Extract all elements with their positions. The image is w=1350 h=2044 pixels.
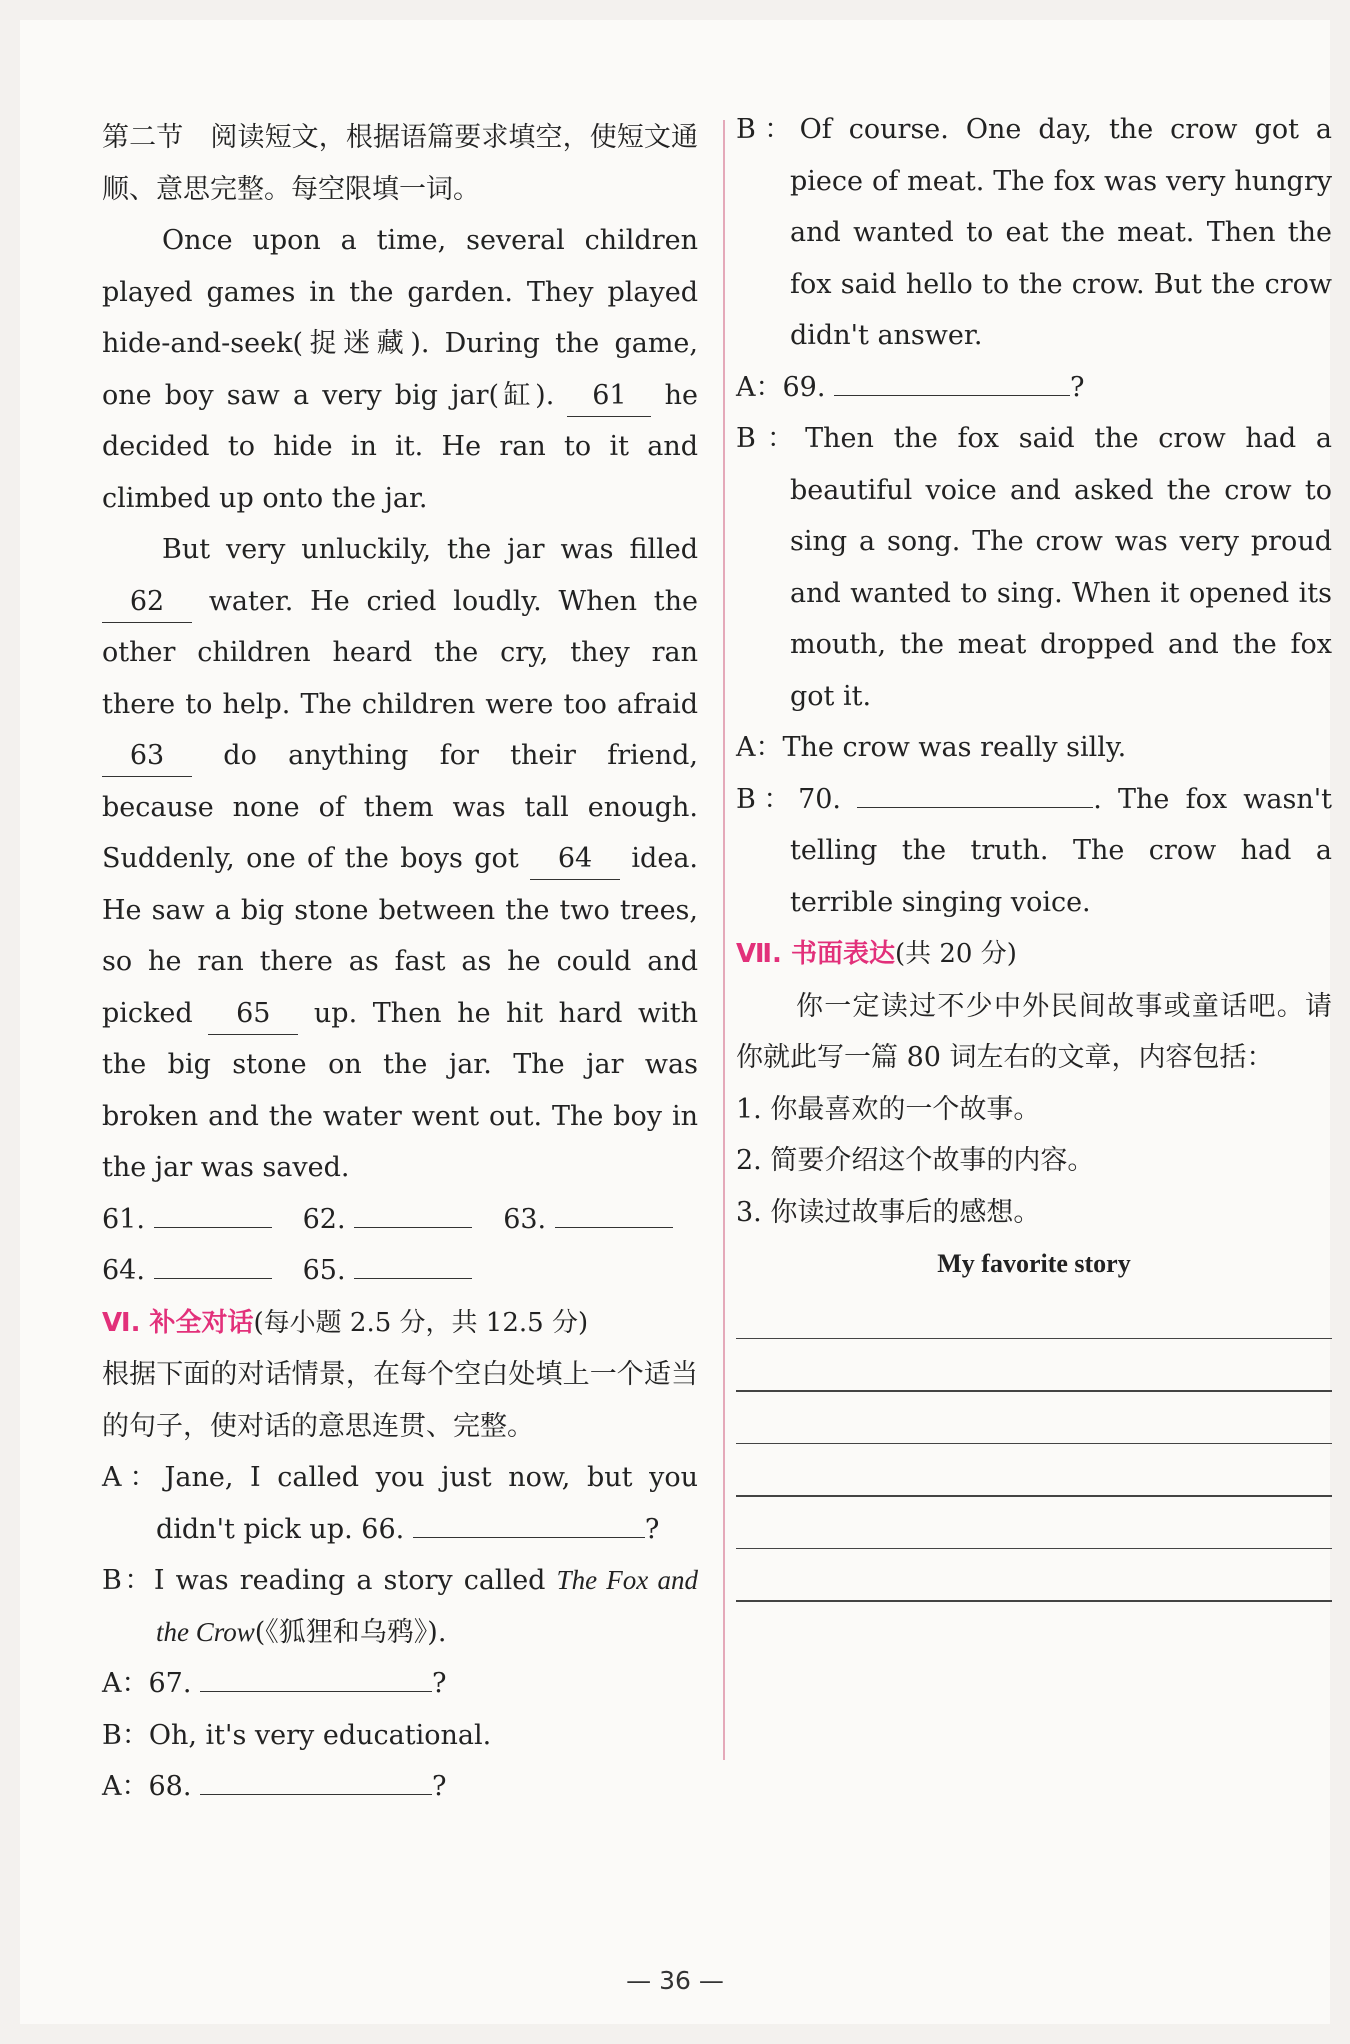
answer-line-61[interactable] xyxy=(154,1227,272,1228)
question-mark: ? xyxy=(644,1513,660,1545)
dialog-line-a3 xyxy=(102,1761,698,1813)
column-divider xyxy=(723,120,725,1760)
section7-item-2: 2. 简要介绍这个故事的内容。 xyxy=(736,1145,1095,1176)
question-mark: ? xyxy=(432,1668,447,1699)
writing-line[interactable] xyxy=(736,1548,1332,1550)
section7-intro: 你一定读过不少中外民间故事或童话吧。请你就此写一篇 80 词左右的文章，内容包括： xyxy=(736,990,1332,1073)
passage-text: idea. He saw a big stone between the two trees, so he ran there as fast as he could and picked xyxy=(102,843,698,1029)
dialog-text: Oh, it's very educational. xyxy=(148,1719,492,1751)
writing-line[interactable] xyxy=(736,1495,1332,1497)
speaker-a: A： xyxy=(102,1668,149,1699)
section6-heading-line xyxy=(102,1297,698,1350)
page-number-value: 36 xyxy=(659,1966,691,1995)
speaker-a: A： xyxy=(736,371,783,403)
right-column xyxy=(736,104,1332,1653)
answer-label-63: 63. xyxy=(503,1203,547,1235)
dialog-text: Jane, I called you just now, but you didn't pick up. 66. xyxy=(156,1462,698,1545)
dialog-line-a1 xyxy=(102,1452,698,1555)
question-mark: ? xyxy=(1070,371,1085,403)
writing-line[interactable] xyxy=(736,1600,1332,1602)
passage-text: But very unluckily, the jar was filled xyxy=(162,534,698,565)
writing-line[interactable] xyxy=(736,1443,1332,1445)
blank-61[interactable]: 61 xyxy=(567,376,651,417)
dialog-text: I was reading a story called xyxy=(153,1565,557,1596)
dialog-line-a2 xyxy=(102,1658,698,1710)
dialog-text: . The fox wasn't telling the truth. The crow had a terrible singing voice. xyxy=(790,783,1332,918)
answer-label-61: 61. xyxy=(102,1203,145,1235)
section7-item-1: 1. 你最喜欢的一个故事。 xyxy=(736,1093,1041,1125)
dialog-line-b4 xyxy=(736,413,1332,722)
blank-62[interactable]: 62 xyxy=(102,582,192,623)
answer-line-65[interactable] xyxy=(354,1278,472,1279)
answer-line-68[interactable] xyxy=(200,1794,432,1795)
writing-title: My favorite story xyxy=(937,1249,1131,1278)
blank-64[interactable]: 64 xyxy=(530,839,620,880)
speaker-b: B： xyxy=(102,1719,149,1751)
answer-line-64[interactable] xyxy=(154,1278,272,1279)
passage-paragraph-1 xyxy=(102,215,698,524)
dialog-text: 69. xyxy=(782,371,826,403)
question-number: 70. xyxy=(798,783,842,815)
dialog-text: Of course. One day, the crow got a piece of meat. The fox was very hungry and wanted to eat the meat. Then the fox said hello to the crow. But the crow didn't answer. xyxy=(790,114,1333,351)
section6-instruction: 根据下面的对话情景，在每个空白处填上一个适当的句子，使对话的意思连贯、完整。 xyxy=(102,1359,698,1442)
section7-heading: Ⅶ. 书面表达 xyxy=(736,939,895,969)
dialog-line-b3 xyxy=(736,104,1332,362)
speaker-b: B： xyxy=(102,1565,154,1596)
dialog-line-b5 xyxy=(736,774,1332,929)
section7-heading-line xyxy=(736,928,1332,981)
dialog-text: 68. xyxy=(148,1771,192,1802)
dialog-line-b2 xyxy=(102,1710,698,1762)
answer-row-1 xyxy=(102,1194,698,1246)
speaker-b: B： xyxy=(736,783,799,815)
answer-line-66[interactable] xyxy=(413,1537,645,1538)
dialog-text: (《狐狸和乌鸦》). xyxy=(254,1616,447,1648)
section6-heading: Ⅵ. 补全对话 xyxy=(102,1307,254,1338)
passage-text: water. He cried loudly. When the other children heard the cry, they ran there to help. The children were too afraid xyxy=(102,585,698,720)
passage-paragraph-2 xyxy=(102,524,698,1194)
speaker-b: B： xyxy=(736,114,800,145)
answer-line-67[interactable] xyxy=(200,1691,432,1692)
answer-line-70[interactable] xyxy=(857,807,1093,808)
dialog-text: Then the fox said the crow had a beautiful voice and asked the crow to sing a song. The crow was very proud and wanted to sing. When it opened its mouth, the meat dropped and the fox got it. xyxy=(790,423,1332,712)
question-mark: ? xyxy=(432,1771,447,1802)
answer-label-62: 62. xyxy=(302,1203,346,1235)
writing-line[interactable] xyxy=(736,1390,1332,1392)
passage-text: do anything for their friend, because none of them was tall enough. Suddenly, one of the boys got xyxy=(102,740,698,874)
dialog-line-b1 xyxy=(102,1555,698,1658)
writing-line[interactable] xyxy=(736,1338,1332,1340)
answer-row-2 xyxy=(102,1245,698,1297)
answer-line-63[interactable] xyxy=(555,1227,673,1228)
blank-65[interactable]: 65 xyxy=(208,994,298,1035)
blank-63[interactable]: 63 xyxy=(102,736,192,777)
page-number: — 36 — xyxy=(626,1966,724,1995)
speaker-a: A： xyxy=(102,1462,165,1493)
left-column xyxy=(102,112,698,1813)
answer-label-64: 64. xyxy=(102,1255,145,1286)
dialog-line-a4 xyxy=(736,362,1332,414)
section6-score: (每小题 2.5 分，共 12.5 分) xyxy=(253,1307,589,1338)
answer-line-69[interactable] xyxy=(834,395,1070,396)
passage-text: he decided to hide in it. He ran to it and climbed up onto the jar. xyxy=(102,379,698,514)
passage-text: up. Then he hit hard with the big stone on the jar. The jar was broken and the water went out. The boy in the jar was saved. xyxy=(102,997,698,1183)
answer-label-65: 65. xyxy=(302,1255,346,1286)
section7-item-3: 3. 你读过故事后的感想。 xyxy=(736,1196,1041,1228)
dialog-text: The crow was really silly. xyxy=(782,732,1127,763)
speaker-a: A： xyxy=(102,1771,149,1802)
speaker-a: A： xyxy=(736,732,783,763)
worksheet-page xyxy=(20,20,1333,2024)
speaker-b: B： xyxy=(736,423,806,454)
answer-line-62[interactable] xyxy=(354,1227,472,1228)
story-title: The Fox and the Crow xyxy=(156,1565,699,1647)
dialog-text: 67. xyxy=(148,1668,192,1699)
part2-instruction: 第二节 阅读短文，根据语篇要求填空，使短文通顺、意思完整。每空限填一词。 xyxy=(102,122,698,205)
dialog-line-a5 xyxy=(736,722,1332,774)
section7-score: (共 20 分) xyxy=(894,939,1017,969)
passage-text: Once upon a time, several children played games in the garden. They played hide-and-seek(捉迷藏). During the game, one boy saw a very big jar(缸). xyxy=(102,225,698,411)
